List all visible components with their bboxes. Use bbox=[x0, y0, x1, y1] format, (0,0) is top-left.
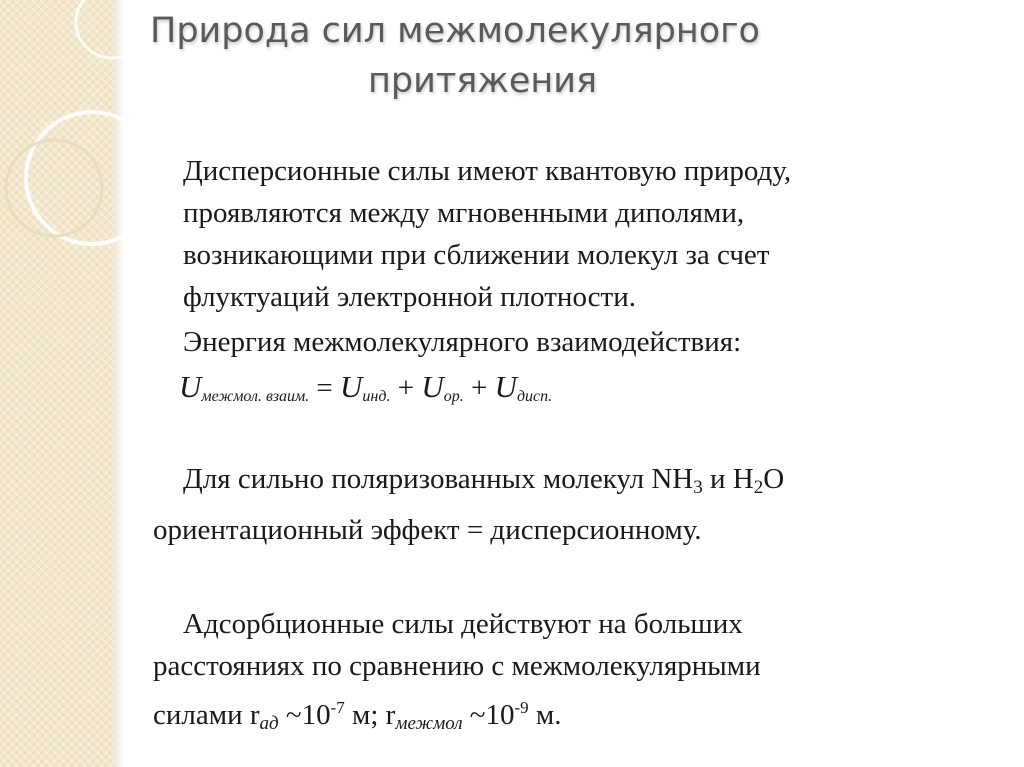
paragraph-dispersion bbox=[153, 150, 1003, 318]
para4-l3-c: м; r bbox=[344, 699, 396, 731]
para3-text-1: Для сильно поляризованных молекул NH bbox=[183, 463, 694, 495]
formula-sub-ind: инд. bbox=[362, 388, 391, 405]
para4-l3-sup-a: -7 bbox=[330, 698, 345, 717]
slide-title bbox=[150, 6, 870, 106]
para4-l3-a: силами r bbox=[153, 699, 260, 731]
formula-u-total: U bbox=[179, 369, 202, 404]
para4-l3-sub-b: межмол bbox=[395, 713, 463, 734]
formula-sub-total: межмол. взаим. bbox=[201, 388, 310, 405]
formula-u-ind: U bbox=[340, 369, 363, 404]
formula-sub-or: ор. bbox=[443, 388, 464, 405]
para4-line-3 bbox=[153, 698, 562, 734]
title-line-2: притяжения bbox=[368, 61, 598, 101]
para1-line-3: возникающими при сближении молекул за счет bbox=[183, 239, 770, 271]
formula-u-disp: U bbox=[494, 369, 517, 404]
para4-l3-sup-b: -9 bbox=[514, 698, 529, 717]
para3-line-2: ориентационный эффект = дисперсионному. bbox=[153, 514, 702, 546]
ring-top bbox=[76, 0, 148, 58]
formula-plus-1: + bbox=[390, 372, 422, 404]
para4-line-1: Адсорбционные силы действуют на больших bbox=[183, 608, 743, 640]
formula-plus-2: + bbox=[463, 372, 495, 404]
paragraph-adsorption bbox=[153, 603, 1003, 745]
para4-l3-b: ~10 bbox=[278, 699, 331, 731]
para3-sub-2: 2 bbox=[753, 477, 764, 498]
para4-l3-e: м. bbox=[528, 699, 562, 731]
para3-text-3: O bbox=[763, 463, 785, 495]
para1-line-4: флуктуаций электронной плотности. bbox=[183, 281, 636, 313]
ring-small bbox=[6, 140, 102, 236]
para4-l3-sub-a: ад bbox=[259, 713, 279, 734]
para4-line-2: расстояниях по сравнению с межмолекулярными bbox=[153, 650, 761, 682]
formula-sub-disp: дисп. bbox=[516, 388, 553, 405]
para1-line-2: проявляются между мгновенными диполями, bbox=[183, 197, 745, 229]
para3-text-2: и H bbox=[702, 463, 754, 495]
paragraph-polarized bbox=[153, 458, 1003, 551]
para1-line-1: Дисперсионные силы имеют квантовую природу, bbox=[183, 155, 792, 187]
paragraph-energy: Энергия межмолекулярного взаимодействия: bbox=[183, 326, 742, 358]
formula-u-or: U bbox=[421, 369, 444, 404]
formula-equals: = bbox=[309, 372, 341, 404]
energy-formula bbox=[153, 366, 1003, 418]
para3-sub-1: 3 bbox=[693, 477, 703, 498]
para4-l3-d: ~10 bbox=[462, 699, 515, 731]
title-line-1: Природа сил межмолекулярного bbox=[150, 11, 760, 51]
ring-large bbox=[26, 112, 158, 244]
slide-body bbox=[153, 150, 1003, 745]
